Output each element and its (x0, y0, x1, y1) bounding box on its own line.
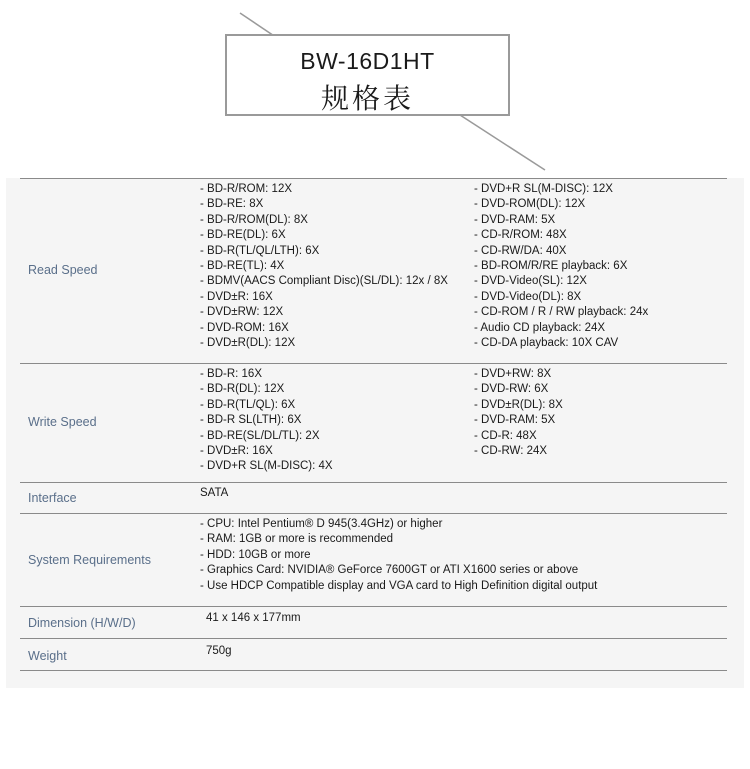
model-title: BW-16D1HT (300, 48, 435, 74)
list-item: - Use HDCP Compatible display and VGA card to High Definition digital output (200, 579, 598, 592)
write-speed-left-list (200, 367, 333, 475)
list-item: - BD-R SL(LTH): 6X (200, 414, 302, 427)
list-item: - DVD-Video(SL): 12X (474, 275, 587, 288)
weight-value: 750g (206, 645, 232, 657)
list-item: - BD-RE(DL): 6X (200, 229, 286, 242)
list-item: - DVD-Video(DL): 8X (474, 290, 582, 303)
row-system-requirements (20, 513, 727, 606)
list-item: - DVD-ROM: 16X (200, 321, 289, 334)
list-item: - BD-R(TL/QL/LTH): 6X (200, 244, 320, 257)
row-read-speed (20, 178, 727, 363)
spec-sheet-title: 规格表 (320, 83, 414, 114)
interface-value: SATA (200, 487, 229, 499)
write-speed-right-list (474, 367, 563, 459)
list-item: - DVD+R SL(M-DISC): 4X (200, 460, 333, 473)
list-item: - CD-R: 48X (474, 429, 537, 442)
list-item: - CD-R/ROM: 48X (474, 229, 567, 242)
list-item: - BD-R(TL/QL): 6X (200, 398, 296, 411)
list-item: - CD-RW: 24X (474, 445, 548, 458)
title-box (225, 34, 510, 116)
system-requirements-label: System Requirements (28, 553, 151, 567)
list-item: - BD-RE(TL): 4X (200, 260, 285, 273)
list-item: - DVD-RAM: 5X (474, 414, 556, 427)
list-item: - BD-RE: 8X (200, 198, 264, 211)
list-item: - CD-RW/DA: 40X (474, 244, 567, 257)
list-item: - DVD±R(DL): 8X (474, 398, 563, 411)
list-item: - CD-ROM / R / RW playback: 24x (474, 306, 649, 319)
list-item: - Graphics Card: NVIDIA® GeForce 7600GT or ATI X1600 series or above (200, 564, 579, 577)
dimension-value: 41 x 146 x 177mm (206, 612, 301, 624)
list-item: - BD-R/ROM: 12X (200, 183, 293, 195)
list-item: - HDD: 10GB or more (200, 548, 311, 561)
system-requirements-list (200, 517, 597, 594)
list-item: - DVD+R SL(M-DISC): 12X (474, 183, 613, 195)
list-item: - Audio CD playback: 24X (474, 321, 606, 334)
weight-label: Weight (28, 649, 67, 663)
list-item: - DVD-ROM(DL): 12X (474, 198, 586, 211)
read-speed-right-list (474, 182, 648, 351)
list-item: - BD-RE(SL/DL/TL): 2X (200, 429, 320, 442)
list-item: - BD-R/ROM(DL): 8X (200, 213, 308, 226)
list-item: - DVD±RW: 12X (200, 306, 284, 319)
write-speed-label: Write Speed (28, 415, 97, 429)
title-area (0, 0, 750, 178)
row-write-speed (20, 363, 727, 482)
read-speed-left-list (200, 182, 448, 351)
interface-label: Interface (28, 491, 77, 505)
table-bottom-divider (20, 670, 727, 671)
row-dimension (20, 606, 727, 638)
list-item: - CD-DA playback: 10X CAV (474, 337, 619, 350)
list-item: - DVD-RAM: 5X (474, 213, 556, 226)
list-item: - DVD+RW: 8X (474, 368, 552, 380)
list-item: - BD-R(DL): 12X (200, 383, 285, 396)
list-item: - DVD±R(DL): 12X (200, 337, 296, 350)
list-item: - DVD±R: 16X (200, 445, 273, 458)
list-item: - DVD±R: 16X (200, 290, 273, 303)
row-interface (20, 482, 727, 513)
read-speed-label: Read Speed (28, 263, 98, 277)
list-item: - DVD-RW: 6X (474, 383, 549, 396)
list-item: - BD-ROM/R/RE playback: 6X (474, 260, 628, 273)
dimension-label: Dimension (H/W/D) (28, 616, 136, 630)
list-item: - BD-R: 16X (200, 368, 262, 380)
list-item: - BDMV(AACS Compliant Disc)(SL/DL): 12x / 8X (200, 275, 448, 288)
list-item: - RAM: 1GB or more is recommended (200, 533, 394, 546)
row-weight (20, 638, 727, 670)
list-item: - CPU: Intel Pentium® D 945(3.4GHz) or higher (200, 518, 443, 530)
